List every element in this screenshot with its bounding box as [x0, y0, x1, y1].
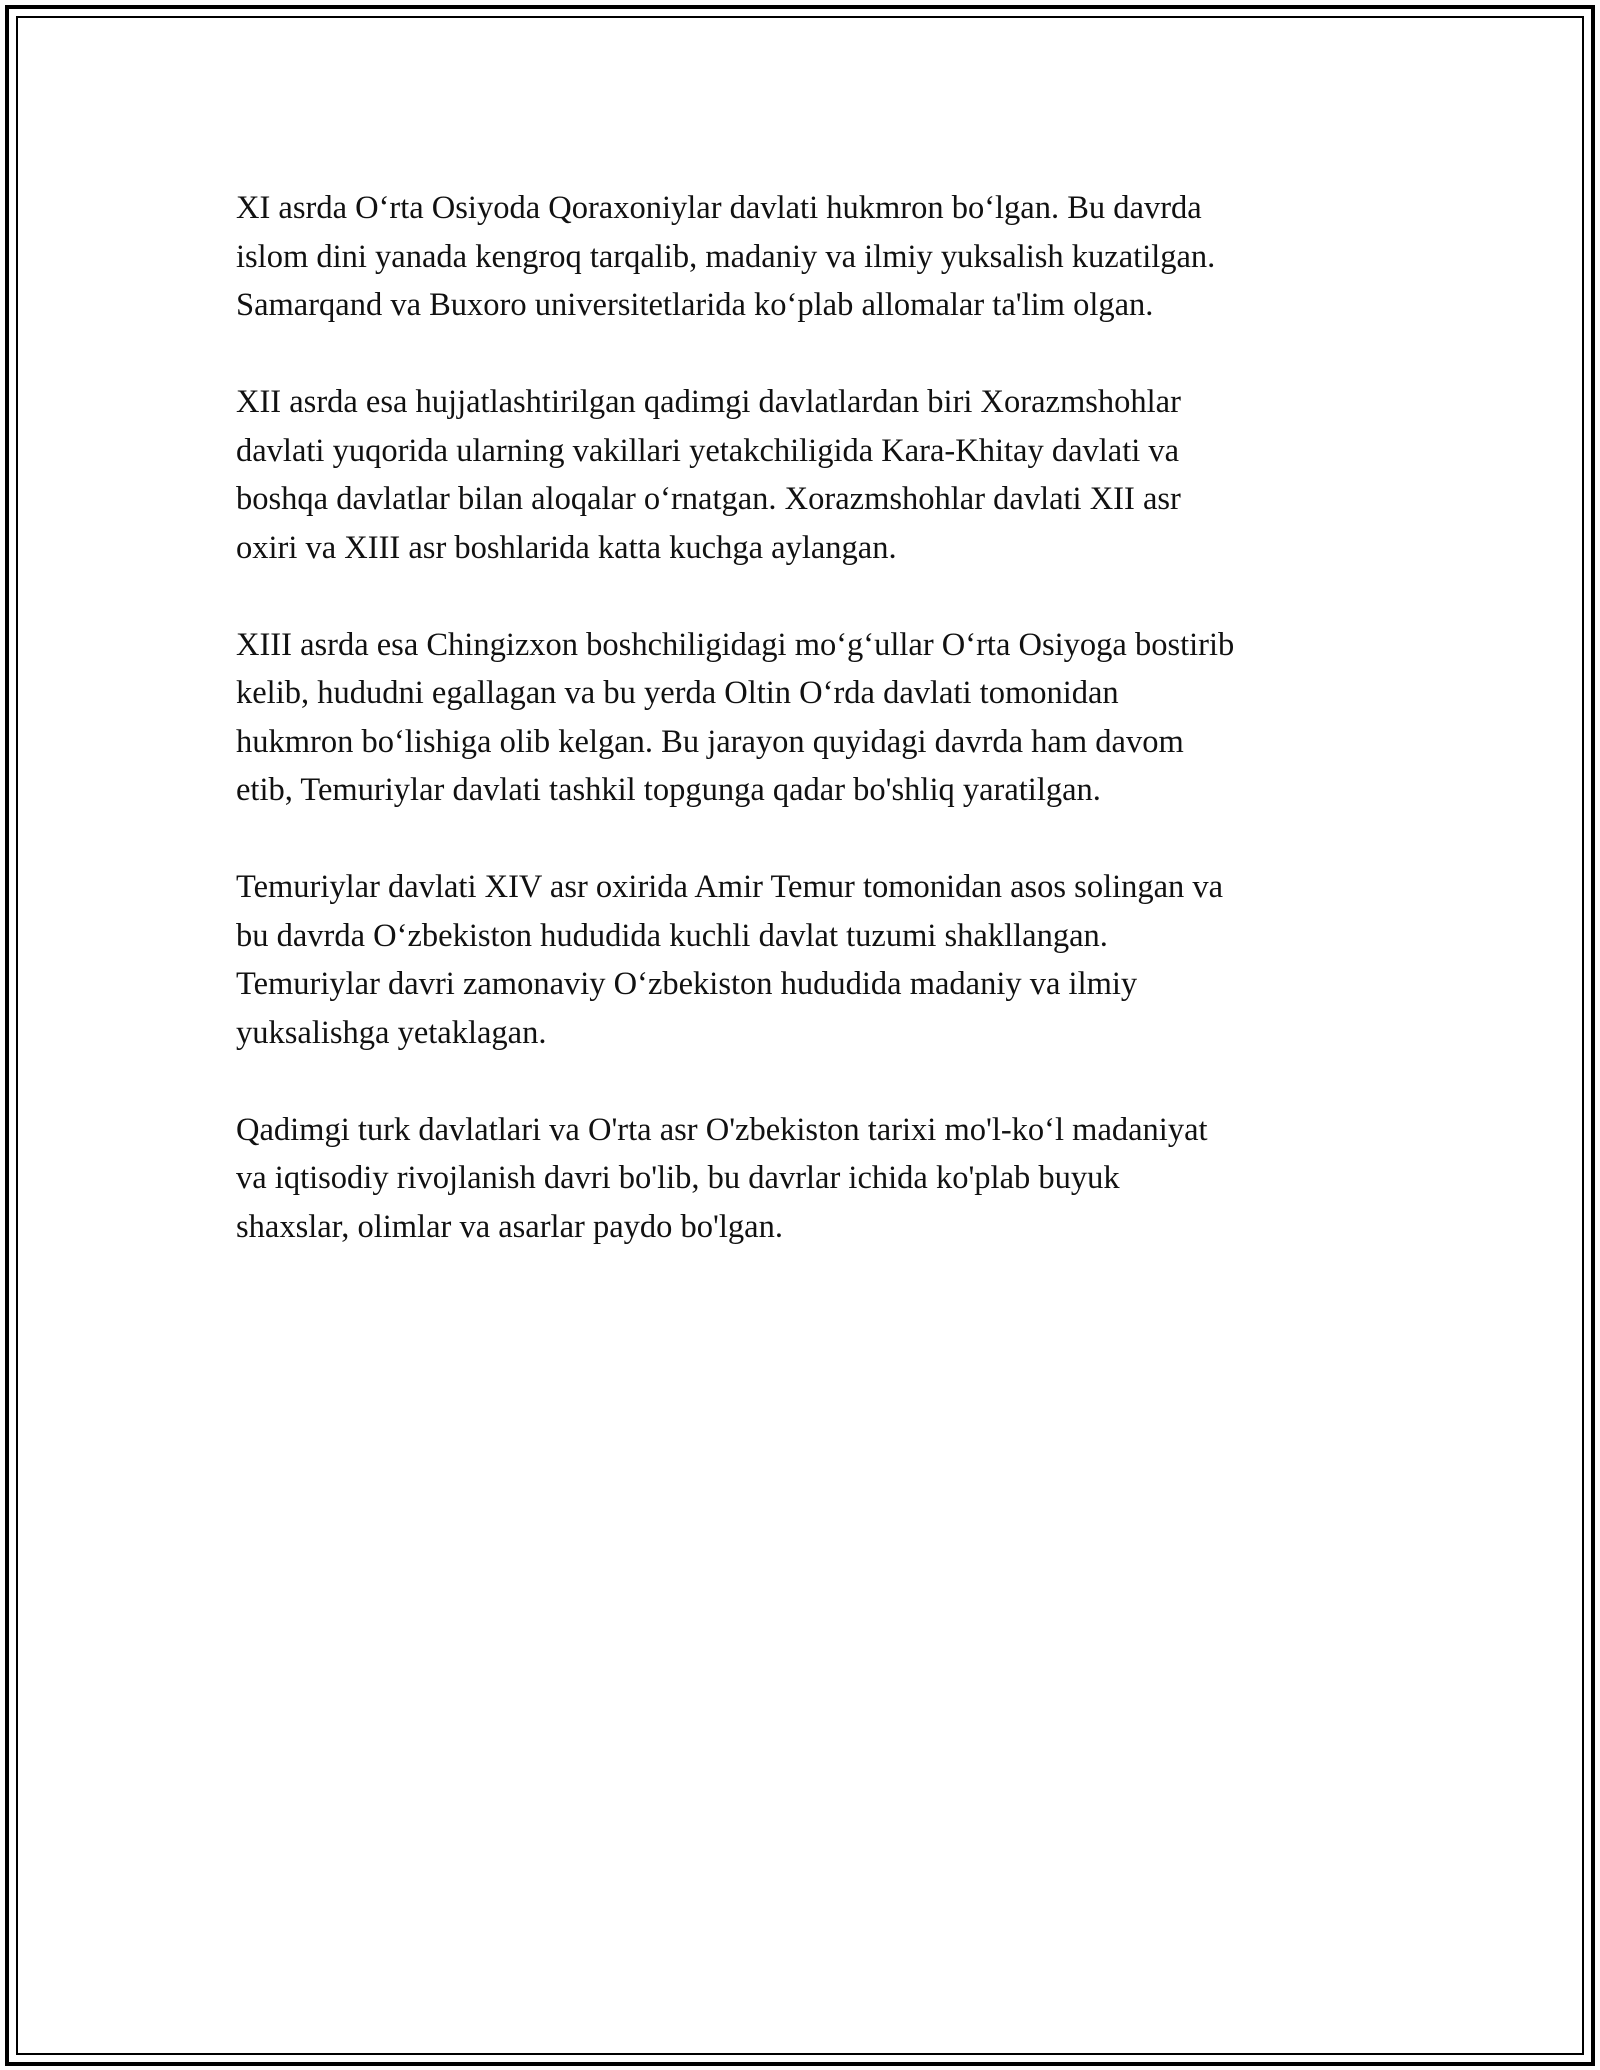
text-line: shaxslar, olimlar va asarlar paydo bo'lgan.	[236, 1208, 783, 1245]
text-line: Temuriylar davlati XIV asr oxirida Amir Temur tomonidan asos solingan va	[236, 869, 1224, 905]
text-line: Qadimgi turk davlatlari va O'rta asr O'zbekiston tarixi mo'l-ko‘l madaniyat	[236, 1111, 1208, 1148]
text-line: va iqtisodiy rivojlanish davri bo'lib, bu davrlar ichida ko'plab buyuk	[236, 1160, 1120, 1196]
text-line: XIII asrda esa Chingizxon boshchiligidagi mo‘g‘ullar O‘rta Osiyoga bostirib	[236, 626, 1235, 663]
text-line: oxiri va XIII asr boshlarida katta kuchga aylangan.	[236, 529, 897, 566]
paragraph-3	[236, 621, 1386, 815]
paragraph-2	[236, 378, 1386, 572]
paragraph-4	[236, 863, 1386, 1057]
text-line: XI asrda O‘rta Osiyoda Qoraxoniylar davlati hukmron bo‘lgan. Bu davrda	[236, 190, 1202, 226]
paragraph-1	[236, 184, 1386, 330]
paragraph-5	[236, 1106, 1386, 1252]
document-body	[236, 184, 1386, 1300]
text-line: yuksalishga yetaklagan.	[236, 1014, 547, 1051]
text-line: boshqa davlatlar bilan aloqalar o‘rnatgan. Xorazmshohlar davlati XII asr	[236, 481, 1181, 517]
text-line: Temuriylar davri zamonaviy O‘zbekiston hududida madaniy va ilmiy	[236, 966, 1138, 1002]
text-line: bu davrda O‘zbekiston hududida kuchli davlat tuzumi shakllangan.	[236, 917, 1108, 954]
text-line: hukmron bo‘lishiga olib kelgan. Bu jarayon quyidagi davrda ham davom	[236, 723, 1184, 760]
text-line: XII asrda esa hujjatlashtirilgan qadimgi davlatlardan biri Xorazmshohlar	[236, 384, 1181, 420]
text-line: islom dini yanada kengroq tarqalib, madaniy va ilmiy yuksalish kuzatilgan.	[236, 238, 1216, 275]
text-line: davlati yuqorida ularning vakillari yetakchiligida Kara-Khitay davlati va	[236, 432, 1180, 469]
text-line: etib, Temuriylar davlati tashkil topgunga qadar bo'shliq yaratilgan.	[236, 772, 1101, 808]
text-line: Samarqand va Buxoro universitetlarida ko‘plab allomalar ta'lim olgan.	[236, 287, 1154, 323]
text-line: kelib, hududni egallagan va bu yerda Oltin O‘rda davlati tomonidan	[236, 675, 1119, 711]
